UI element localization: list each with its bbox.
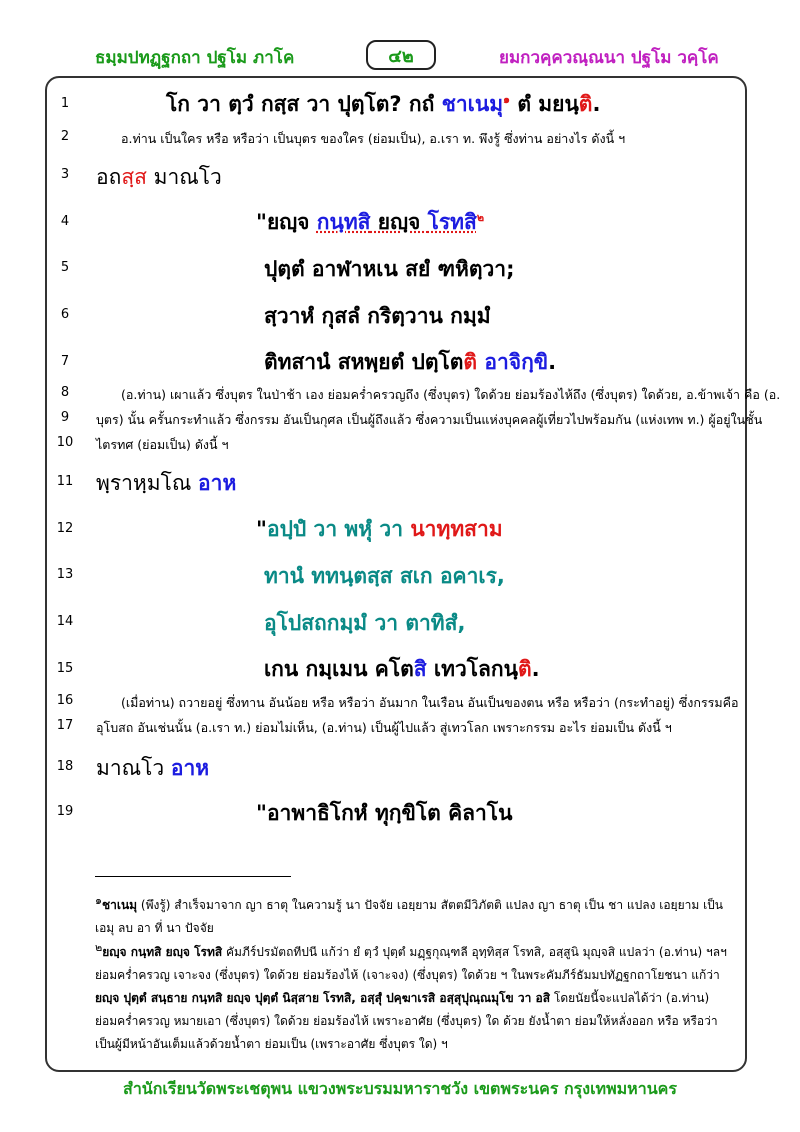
- text-line-15: [264, 653, 540, 686]
- text-line-11: [96, 467, 236, 500]
- line-number: 9: [60, 410, 70, 425]
- footnote-ref-1[interactable]: ๑: [503, 93, 511, 106]
- line-1-iti: ติ: [578, 92, 593, 116]
- line-number: 18: [56, 759, 74, 774]
- line-4-part-a: "ยญฺจ: [256, 210, 317, 234]
- line-number: 14: [56, 614, 74, 629]
- line-number: 6: [60, 307, 70, 322]
- text-line-7: [264, 346, 556, 379]
- line-4-kanthasi: กนฺทสิ: [316, 210, 371, 234]
- footnote-2-head: ยญฺจ กนฺทสิ ยญฺจ โรทสิ: [102, 945, 223, 959]
- line-12-quote: ": [256, 517, 267, 541]
- line-3-red-ssa: สฺส: [121, 165, 147, 189]
- line-7-end: .: [548, 350, 557, 374]
- footnote-2-text-2: โดยนัยนี้จะแปลได้ว่า (อ.ท่าน) ย่อมคร่ำครวญ หมายเอา (ซึ่งบุตร) ใดด้วย ย่อมร้องไห้ เพราะอาศัย (ซึ่งบุตร) ใด ด้วย ยังน้ำตา ย่อมให้หลั่งออก หรือ หรือว่า เป็นผู้มีหน้าอันเต็มแล้วด้วยน้ำตา ย่อมเป็น (เพราะอาศัย ซึ่งบุตร ใด) ฯ: [95, 991, 718, 1051]
- text-line-6: สฺวาหํ กุสลํ กริตฺวาน กมฺมํ: [264, 304, 491, 328]
- line-1-part-c: ตํ มยนฺ: [510, 92, 579, 116]
- footnote-1-text: (พึงรู้) สำเร็จมาจาก ญา ธาตุ ในความรู้ นา ปัจจัย เอยฺยาม สัตตมีวิภัตติ แปลง ญา ธาตุ เป็น ชา แปลง เอยฺยาม เป็น เอมุ ลบ อา ที่ นา ปัจจัย: [95, 898, 724, 935]
- line-4-rodasi: โรทสิ: [427, 210, 477, 234]
- line-number: 7: [60, 354, 70, 369]
- text-line-3: [96, 161, 222, 194]
- line-18-aha: อาห: [170, 756, 210, 780]
- line-number: 17: [56, 718, 74, 733]
- footnote-2: [95, 936, 735, 1056]
- text-line-10: ไตรทศ (ย่อมเป็น) ดังนี้ ฯ: [96, 437, 229, 452]
- line-15-end: .: [531, 657, 540, 681]
- page-number: ๔๒: [366, 40, 436, 70]
- line-15-si: สิ: [413, 657, 427, 681]
- line-3-part-a: อถ: [96, 165, 122, 189]
- line-number: 3: [60, 167, 70, 182]
- line-number: 2: [60, 129, 70, 144]
- text-line-5: ปุตฺตํ อาฬาหเน สยํ ฑหิตฺวา;: [264, 257, 515, 281]
- page-footer: สำนักเรียนวัดพระเชตุพน แขวงพระบรมมหาราชวัง เขตพระนคร กรุงเทพมหานคร: [123, 1079, 677, 1098]
- footnote-2-text: คัมภีร์ปรมัตถทีปนี แก้ว่า ยํ ตฺวํ ปุตฺตํ มฏฺฐกุณฺฑลี อุทฺทิสฺส โรทสิ, อสฺสูนิ มุญฺจสิ แปลว่า (อ.ท่าน) ฯลฯ ย่อมคร่ำครวญ เจาะจง (ซึ่งบุตร) ใดด้วย ย่อมร้องไห้ (เจาะจง) (ซึ่งบุตร) ใดด้วย ฯ ในพระคัมภีร์ธัมมปทัฏฐกถาโยชนา แก้ว่า: [95, 945, 727, 982]
- line-number: 1: [60, 96, 70, 111]
- text-line-13: ทานํ ททนฺตสฺส สเก อคาเร,: [264, 564, 505, 588]
- text-line-9: บุตร) นั้น ครั้นกระทำแล้ว ซึ่งกรรม อันเป็นกุศล เป็นผู้ถึงแล้ว ซึ่งความเป็นแห่งบุคคลผู้เที่ยวไปพร้อมกัน (แห่งเทพ ท.) ผู้อยู่ในชั้น: [96, 412, 763, 427]
- footnote-ref-2[interactable]: ๒: [476, 211, 485, 224]
- footnote-1-head: ชาเนมุ: [101, 898, 138, 912]
- footnote-2-mark: ๒: [95, 941, 103, 954]
- text-line-16: (เมื่อท่าน) ถวายอยู่ ซึ่งทาน อันน้อย หรือ หรือว่า อันมาก ในเรือน อันเป็นของตน หรือ หรือว่า (กระทำอยู่) ซึ่งกรรมคือ: [121, 695, 739, 710]
- line-11-aha: อาห: [198, 471, 237, 495]
- line-number: 8: [60, 385, 70, 400]
- text-line-18: [96, 752, 209, 785]
- line-15-part-c: เทวโลกนฺ: [426, 657, 518, 681]
- text-line-4: [256, 206, 484, 239]
- footnote-1: [95, 889, 735, 940]
- text-line-14: อุโปสถกมฺมํ วา ตาทิสํ,: [264, 611, 466, 635]
- text-line-12: [256, 513, 503, 546]
- line-number: 4: [60, 214, 70, 229]
- line-1-part-a: โก วา ตฺวํ กสฺส วา ปุตฺโต? กถํ: [166, 92, 442, 116]
- line-11-part-a: พฺราหฺมโณ: [96, 471, 199, 495]
- text-line-17: อุโบสถ อันเช่นนั้น (อ.เรา ท.) ย่อมไม่เห็น, (อ.ท่าน) เป็นผู้ไปแล้ว สู่เทวโลก เพราะกรรม อะไร ย่อมเป็น ดังนี้ ฯ: [96, 720, 672, 735]
- footnote-1-mark: ๑: [95, 894, 102, 907]
- line-number: 5: [60, 260, 70, 275]
- line-number: 19: [56, 804, 74, 819]
- line-3-part-c: มาณโว: [146, 165, 222, 189]
- line-7-iti: ติ: [463, 350, 478, 374]
- line-15-part-a: เกน กมฺเมน คโต: [264, 657, 414, 681]
- text-line-1: [166, 88, 600, 121]
- line-7-part-a: ติทสานํ สหพฺยตํ ปตฺโต: [264, 350, 464, 374]
- text-line-2: อ.ท่าน เป็นใคร หรือ หรือว่า เป็นบุตร ของใคร (ย่อมเป็น), อ.เรา ท. พึงรู้ ซึ่งท่าน อย่างไร ดังนี้ ฯ: [121, 131, 626, 146]
- text-line-8: (อ.ท่าน) เผาแล้ว ซึ่งบุตร ในป่าช้า เอง ย่อมคร่ำครวญถึง (ซึ่งบุตร) ใดด้วย ย่อมร้องไห้ถึง (ซึ่งบุตร) ใดด้วย, อ.ข้าพเจ้า คือ (อ.: [121, 387, 781, 402]
- line-1-word-chanemu: ชาเนมุ: [441, 92, 504, 116]
- line-15-iti: ติ: [517, 657, 532, 681]
- line-1-end: .: [592, 92, 601, 116]
- line-12-naddasama: นาทฺทสาม: [410, 517, 503, 541]
- line-number: 10: [56, 435, 74, 450]
- line-number: 13: [56, 567, 74, 582]
- line-7-acikkhi: อาจิกฺขิ: [484, 350, 549, 374]
- line-18-part-a: มาณโว: [96, 756, 171, 780]
- footnote-separator: [95, 876, 291, 877]
- footnote-2-quote: ยญฺจ ปุตฺตํ สนฺธาย กนฺทสิ ยญฺจ ปุตฺตํ นิสฺสาย โรทสิ, อสฺสุํ ปคฺฆาเรสิ อสฺสุปุณฺณมุโข วา อสิ: [95, 991, 551, 1005]
- line-4-part-c: ยญฺจ: [370, 210, 428, 234]
- text-line-19: "อาพาธิโกหํ ทุกฺขิโต คิลาโน: [256, 801, 513, 825]
- line-number: 12: [56, 521, 74, 536]
- line-number: 15: [56, 661, 74, 676]
- running-header-right: ยมกวคฺควณฺณนา ปฐโม วคฺโค: [499, 48, 719, 68]
- line-number: 16: [56, 693, 74, 708]
- line-12-part-b: อปฺปํ วา พหุํ วา: [266, 517, 411, 541]
- line-number: 11: [56, 474, 74, 489]
- running-header-left: ธมฺมปทฏฺฐกถา ปฐโม ภาโค: [95, 48, 295, 68]
